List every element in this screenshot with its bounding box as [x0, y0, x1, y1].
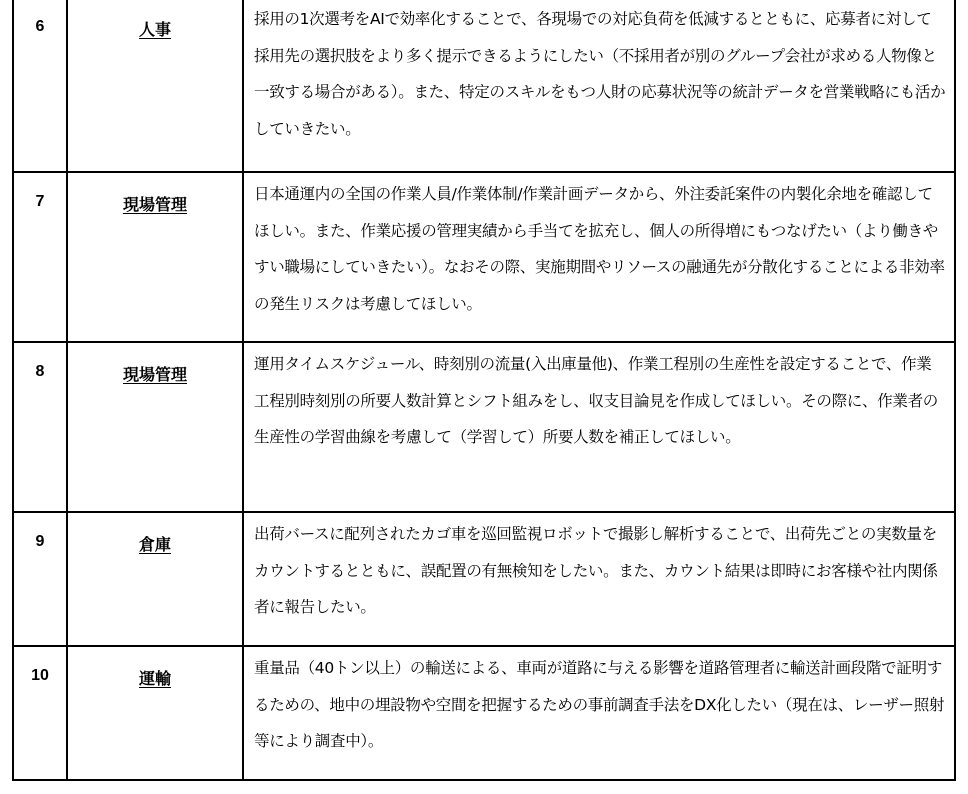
requests-table	[12, 0, 956, 781]
table-row	[13, 0, 955, 172]
row-description: 採用の1次選考をAIで効率化することで、各現場での対応負荷を低減するとともに、応募者に対して採用先の選択肢をより多く提示できるようにしたい（不採用者が別のグループ会社が求める人物像と一致する場合がある）。また、特定のスキルをもつ人財の応募状況等の統計データを営業戦略にも活かしていきたい。	[243, 0, 955, 172]
row-category	[67, 646, 243, 780]
category-label: 現場管理	[122, 365, 187, 384]
row-description: 日本通運内の全国の作業人員/作業体制/作業計画データから、外注委託案件の内製化余地を確認してほしい。また、作業応援の管理実績から手当てを拡充し、個人の所得増にもつなげたい（より働きやすい職場にしていきたい）。なおその際、実施期間やリソースの融通先が分散化することによる非効率の発生リスクは考慮してほしい。	[243, 172, 955, 342]
row-number: 10	[13, 646, 67, 780]
row-category	[67, 342, 243, 512]
table-row	[13, 172, 955, 342]
row-number: 7	[13, 172, 67, 342]
table-row	[13, 512, 955, 646]
row-category	[67, 512, 243, 646]
row-category	[67, 172, 243, 342]
row-number: 8	[13, 342, 67, 512]
row-description: 重量品（40トン以上）の輸送による、車両が道路に与える影響を道路管理者に輸送計画段階で証明するための、地中の埋設物や空間を把握するための事前調査手法をDX化したい（現在は、レーザー照射等により調査中）。	[243, 646, 955, 780]
table-row	[13, 342, 955, 512]
row-number: 6	[13, 0, 67, 172]
row-description: 出荷バースに配列されたカゴ車を巡回監視ロボットで撮影し解析することで、出荷先ごとの実数量をカウントするとともに、誤配置の有無検知をしたい。また、カウント結果は即時にお客様や社内関係者に報告したい。	[243, 512, 955, 646]
category-label: 運輸	[138, 669, 171, 688]
row-number: 9	[13, 512, 67, 646]
row-category	[67, 0, 243, 172]
category-label: 倉庫	[138, 535, 171, 554]
table-row	[13, 646, 955, 780]
category-label: 人事	[138, 20, 171, 39]
row-description: 運用タイムスケジュール、時刻別の流量(入出庫量他)、作業工程別の生産性を設定することで、作業工程別時刻別の所要人数計算とシフト組みをし、収支目論見を作成してほしい。その際に、作業者の生産性の学習曲線を考慮して（学習して）所要人数を補正してほしい。	[243, 342, 955, 512]
category-label: 現場管理	[122, 195, 187, 214]
